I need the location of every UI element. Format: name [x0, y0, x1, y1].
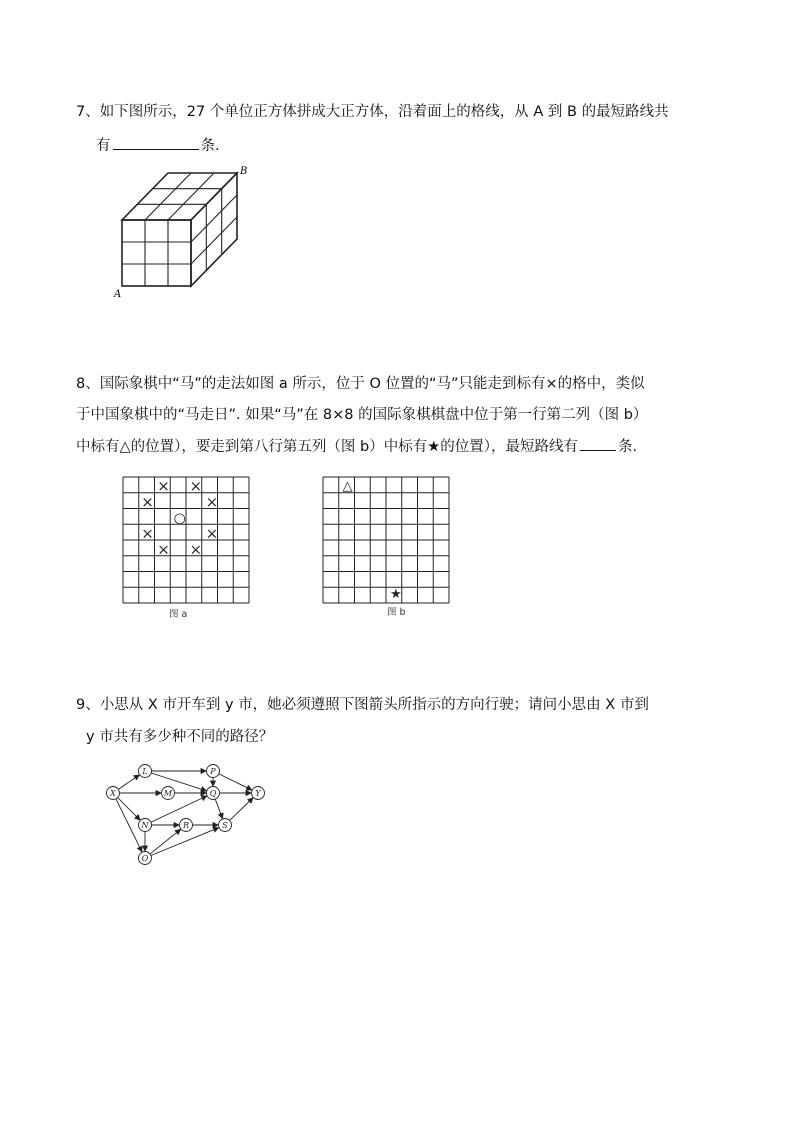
city-label-O: O [141, 854, 149, 863]
cross-mark: × [189, 540, 203, 559]
route-arrow-P-Y [219, 774, 252, 790]
q8-fig-a-caption: 图 a [169, 609, 188, 620]
cross-mark: × [157, 540, 170, 559]
route-arrow-O-S [151, 828, 219, 856]
q7-text-post: 条. [200, 138, 220, 154]
city-label-M: M [163, 789, 173, 798]
route-arrow-X-L [118, 775, 139, 789]
cross-mark: × [189, 477, 203, 495]
route-arrow-X-O [116, 799, 142, 852]
city-label-Y: Y [255, 789, 261, 798]
route-arrow-L-Q [151, 773, 206, 791]
q7-text-pre: 有 [96, 138, 111, 154]
city-label-N: N [141, 821, 149, 830]
q8-text-line2: 于中国象棋中的“马走日”. 如果“马”在 8×8 的国际象棋棋盘中位于第一行第二列（图 b） [76, 407, 648, 423]
cross-mark: × [157, 477, 170, 495]
q8-board-b [323, 477, 453, 622]
city-label-P: P [210, 767, 216, 776]
route-arrow-Q-S [215, 799, 222, 818]
city-label-X: X [110, 789, 116, 798]
city-label-L: L [142, 767, 148, 776]
q7-answer-blank[interactable] [113, 135, 199, 150]
route-arrow-N-Q [151, 796, 207, 822]
cross-mark: × [205, 492, 219, 511]
q8-board-a [123, 477, 253, 622]
cross-mark: × [141, 492, 154, 511]
q8-fig-b-caption: 图 b [387, 607, 406, 618]
start-triangle: △ [342, 479, 353, 494]
q9-route-diagram [103, 761, 278, 871]
city-label-R: R [182, 821, 190, 830]
cross-mark: × [205, 524, 219, 543]
q9-text-line1: 9、小思从 X 市开车到 y 市，她必须遵照下图箭头所指示的方向行驶；请问小思由 X 市到 [76, 697, 649, 713]
q8-text-line3 [76, 436, 637, 457]
target-star: ★ [389, 587, 402, 602]
knight-origin-circle: ○ [173, 510, 186, 527]
q8-text-line1: 8、国际象棋中“马”的走法如图 a 所示，位于 O 位置的“马”只能走到标有×的格中，类似 [76, 376, 645, 392]
route-arrow-S-Y [230, 798, 253, 821]
q7-text-line2 [96, 135, 220, 156]
q7-label-a: A [114, 289, 122, 300]
cross-mark: × [141, 524, 154, 543]
route-arrow-O-R [150, 829, 180, 854]
q8-text-pre: 中标有△的位置），要走到第八行第五列（图 b）中标有★的位置），最短路线有 [76, 439, 578, 455]
q8-answer-blank[interactable] [580, 436, 616, 451]
q9-text-line2: y 市共有多少种不同的路径？ [86, 729, 274, 745]
q7-label-b: B [240, 166, 248, 177]
q8-text-post: 条. [617, 439, 638, 455]
q7-cube-figure [110, 163, 270, 298]
q7-text-line1: 7、如下图所示，27 个单位正方体拼成大正方体，沿着面上的格线，从 A 到 B 的最短路线共 [76, 104, 669, 120]
city-label-Q: Q [209, 789, 217, 798]
city-label-S: S [222, 821, 228, 830]
